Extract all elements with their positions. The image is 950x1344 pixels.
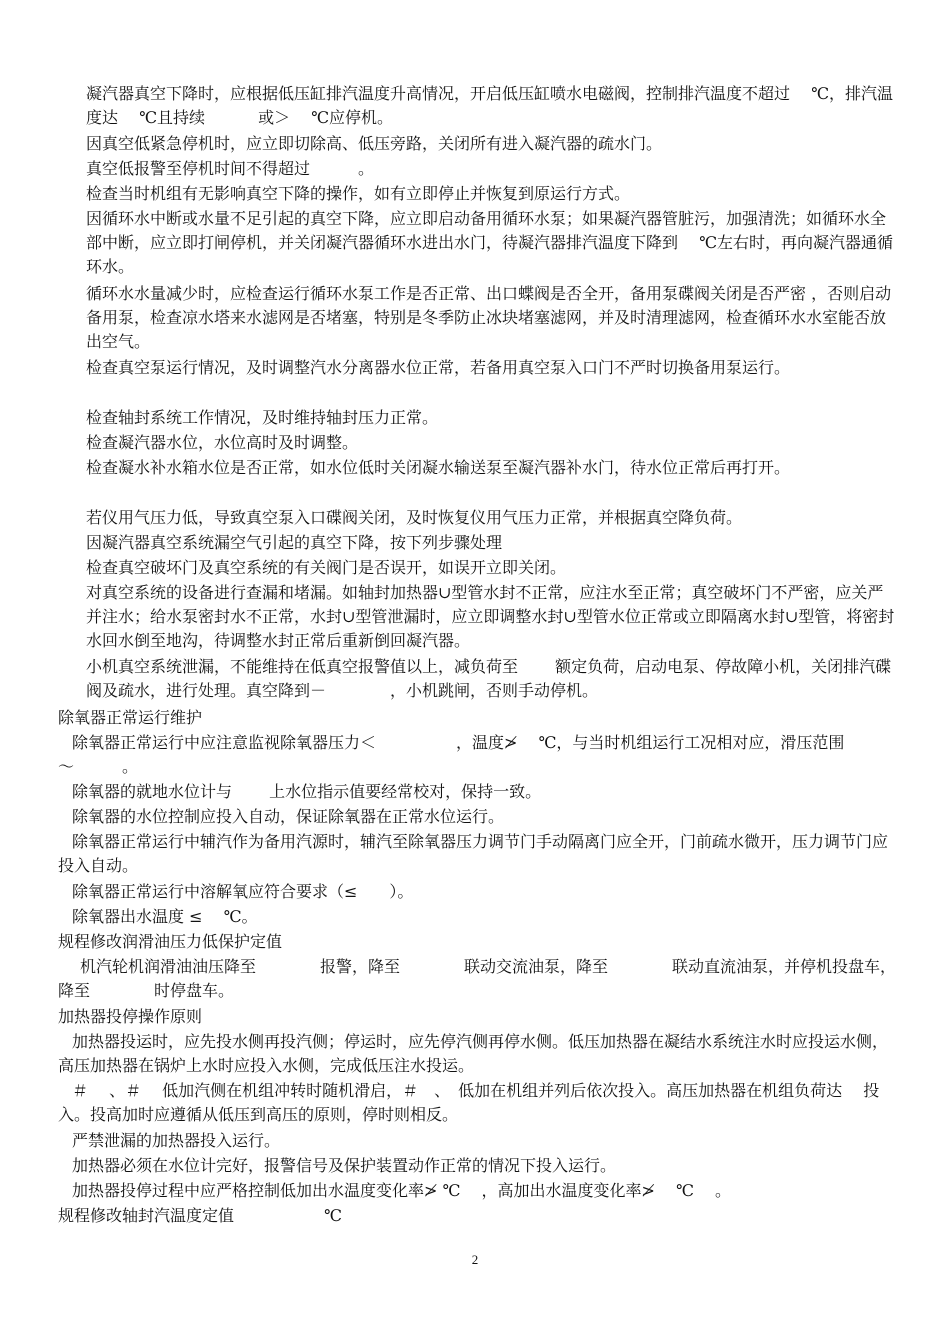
lube-oil-text: 机汽轮机润滑油油压降至 报警，降至 联动交流油泵，降至 联动直流油泵，并停机投盘车，降至 时停盘车。 bbox=[58, 957, 897, 1000]
vacuum-item-14: 对真空系统的设备进行查漏和堵漏。如轴封加热器∪型管水封不正常，应注水至正常；真空破坏门不严密，应关严并注水；给水泵密封水不正常，水封∪型管泄漏时，应立即调整水封∪型管水位正常或立即隔离水封∪型管，将密封水回水倒至地沟，待调整水封正常后重新倒回凝汽器。 bbox=[86, 583, 895, 650]
deaerator-item-5: 除氧器正常运行中溶解氧应符合要求（≤ ）。 bbox=[72, 882, 414, 901]
deaerator-heading: 除氧器正常运行维护 bbox=[58, 708, 203, 727]
vacuum-item-5: 因循环水中断或水量不足引起的真空下降，应立即启动备用循环水泵；如果凝汽器管脏污，加强清洗；如循环水全部中断，应立即打闸停机，并关闭凝汽器循环水进出水门，待凝汽器排汽温度下降到 ℃左右时，再向凝汽器通循环水。 bbox=[86, 209, 893, 276]
vacuum-item-9: 检查凝汽器水位，水位高时及时调整。 bbox=[86, 433, 359, 452]
deaerator-item-2: 除氧器的就地水位计与 上水位指示值要经常校对，保持一致。 bbox=[72, 782, 542, 801]
gland-heading-line bbox=[58, 1204, 342, 1228]
lube-oil-heading: 规程修改润滑油压力低保护定值 bbox=[58, 932, 283, 951]
vacuum-item-12: 因凝汽器真空系统漏空气引起的真空下降，按下列步骤处理 bbox=[86, 533, 503, 552]
heater-item-5: 加热器投停过程中应严格控制低加出水温度变化率≯ ℃ ，高加出水温度变化率≯ ℃ 。 bbox=[72, 1181, 731, 1200]
vacuum-item-7: 检查真空泵运行情况，及时调整汽水分离器水位正常，若备用真空泵入口门不严时切换备用泵运行。 bbox=[86, 358, 791, 377]
deaerator-item-3: 除氧器的水位控制应投入自动，保证除氧器在正常水位运行。 bbox=[72, 807, 505, 826]
deaerator-item-6: 除氧器出水温度 ≤ ℃。 bbox=[72, 907, 258, 926]
vacuum-item-6: 循环水水量减少时，应检查运行循环水泵工作是否正常、出口蝶阀是否全开，备用泵碟阀关闭是否严密 ，否则启动备用泵，检查凉水塔来水滤网是否堵塞，特别是冬季防止冰块堵塞滤网，并及时清理滤网，检查循环水水室能否放出空气。 bbox=[86, 284, 892, 351]
vacuum-item-3: 真空低报警至停机时间不得超过 。 bbox=[86, 159, 375, 178]
vacuum-item-1: 凝汽器真空下降时，应根据低压缸排汽温度升高情况，开启低压缸喷水电磁阀，控制排汽温度不超过 ℃，排汽温度达 ℃且持续 或＞ ℃应停机。 bbox=[86, 84, 893, 127]
heater-item-3: 严禁泄漏的加热器投入运行。 bbox=[72, 1131, 281, 1150]
vacuum-item-8: 检查轴封系统工作情况，及时维持轴封压力正常。 bbox=[86, 408, 439, 427]
vacuum-item-11: 若仪用气压力低，导致真空泵入口碟阀关闭，及时恢复仪用气压力正常，并根据真空降负荷。 bbox=[86, 508, 743, 527]
heater-item-1: 加热器投运时，应先投水侧再投汽侧；停运时，应先停汽侧再停水侧。低压加热器在凝结水系统注水时应投运水侧，高压加热器在锅炉上水时应投入水侧，完成低压注水投运。 bbox=[58, 1032, 889, 1075]
page-number: 2 bbox=[471, 1252, 479, 1267]
vacuum-item-15: 小机真空系统泄漏，不能维持在低真空报警值以上，减负荷至 额定负荷，启动电泵、停故障小机，关闭排汽碟阀及疏水，进行处理。真空降到－ ，小机跳闸，否则手动停机。 bbox=[86, 657, 892, 700]
vacuum-item-2: 因真空低紧急停机时，应立即切除高、低压旁路，关闭所有进入凝汽器的疏水门。 bbox=[86, 134, 663, 153]
deaerator-item-4: 除氧器正常运行中辅汽作为备用汽源时，辅汽至除氧器压力调节门手动隔离门应全开，门前疏水微开，压力调节门应投入自动。 bbox=[58, 832, 889, 875]
gland-heading: 规程修改轴封汽温度定值 bbox=[58, 1206, 235, 1225]
deaerator-item-1: 除氧器正常运行中应注意监视除氧器压力＜ ，温度≯ ℃，与当时机组运行工况相对应，滑压范围 ～ 。 bbox=[58, 733, 877, 776]
vacuum-item-13: 检查真空破坏门及真空系统的有关阀门是否误开，如误开立即关闭。 bbox=[86, 558, 567, 577]
heater-item-2: ＃ 、＃ 低加汽侧在机组冲转时随机滑启，＃ 、 低加在机组并列后依次投入。高压加热器在机组负荷达 投入。投高加时应遵循从低压到高压的原则，停时则相反。 bbox=[58, 1081, 880, 1124]
heater-item-4: 加热器必须在水位计完好，报警信号及保护装置动作正常的情况下投入运行。 bbox=[72, 1156, 617, 1175]
gland-unit: ℃ bbox=[324, 1206, 342, 1225]
heater-heading: 加热器投停操作原则 bbox=[58, 1007, 203, 1026]
vacuum-item-4: 检查当时机组有无影响真空下降的操作，如有立即停止并恢复到原运行方式。 bbox=[86, 184, 631, 203]
vacuum-item-10: 检查凝水补水箱水位是否正常，如水位低时关闭凝水输送泵至凝汽器补水门，待水位正常后再打开。 bbox=[86, 458, 791, 477]
